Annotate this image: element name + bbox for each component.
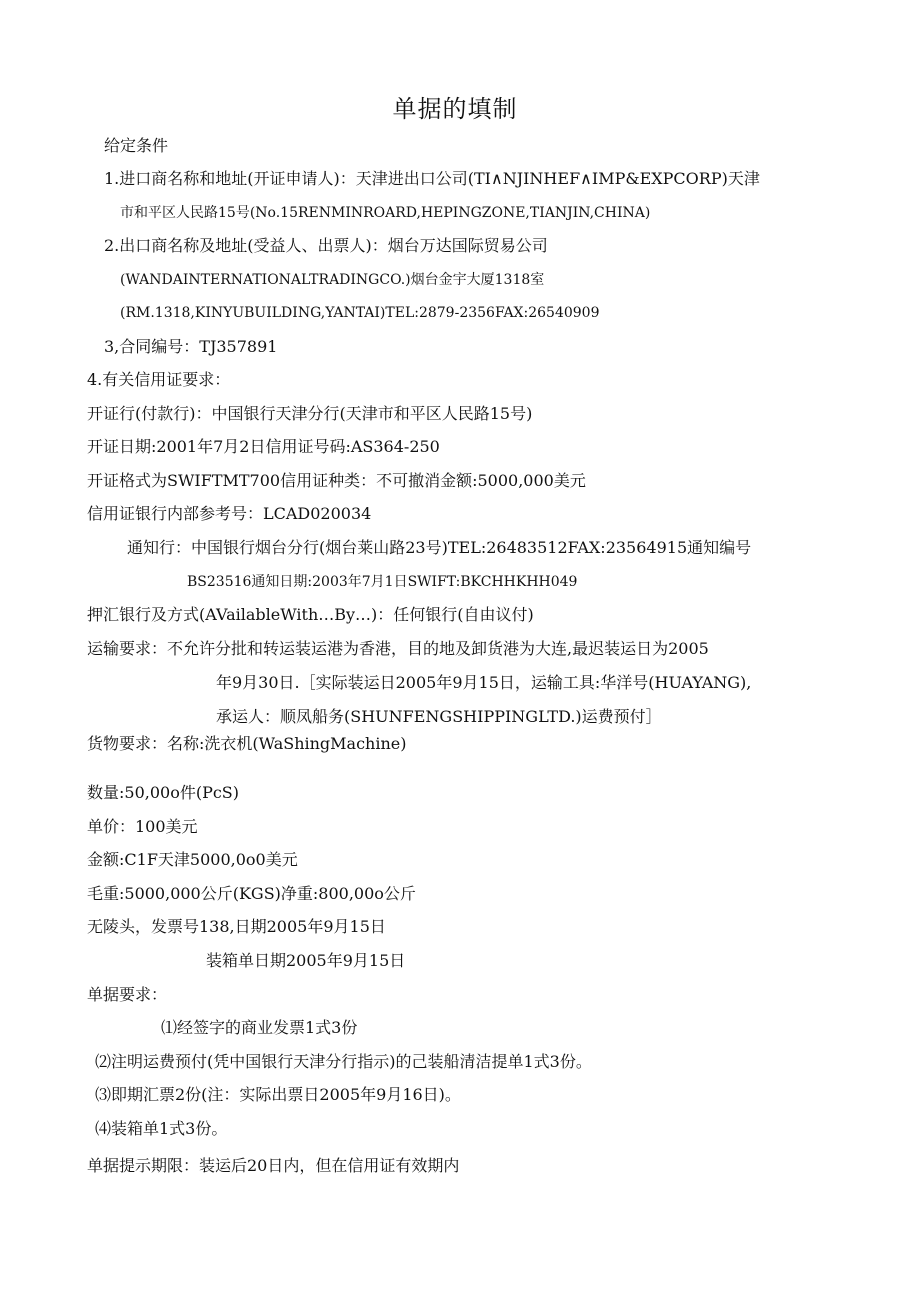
advising-bank-line-1: 通知行：中国银行烟台分行(烟台莱山路23号)TEL:26483512FAX:23564915通知编号 [127,538,752,557]
amount: 金额:C1F天津5000,0o0美元 [87,850,298,869]
presentation-period: 单据提示期限：装运后20日内，但在信用证有效期内 [87,1156,460,1175]
importer-line-2: 市和平区人民路15号(No.15RENMINROARD,HEPINGZONE,TIANJIN,CHINA) [120,205,651,221]
importer-line-1: 1.进口商名称和地址(开证申请人)：天津进出口公司(TI∧NJINHEF∧IMP&EXPCORP)天津 [104,169,760,188]
exporter-line-2: (WANDAINTERNATIONALTRADINGCO.)烟台金宇大厦1318室 [120,272,545,288]
document-requirement-1: ⑴经签字的商业发票1式3份 [161,1018,358,1037]
weight: 毛重:5000,000公斤(KGS)净重:800,00o公斤 [87,884,416,903]
contract-number: 3,合同编号：TJ357891 [104,337,278,356]
issuing-bank: 开证行(付款行)：中国银行天津分行(天津市和平区人民路15号) [87,404,533,423]
document-requirement-3: ⑶即期汇票2份(注：实际出票日2005年9月16日)。 [95,1085,461,1104]
issue-date: 开证日期:2001年7月2日信用证号码:AS364-250 [87,437,440,456]
document-requirement-2: ⑵注明运费预付(凭中国银行天津分行指示)的己装船清洁提单1式3份。 [95,1052,592,1071]
packing-list-date: 装箱单日期2005年9月15日 [206,951,406,970]
unit-price: 单价：100美元 [87,817,198,836]
shipment-line-2: 年9月30日.［实际装运日2005年9月15日，运输工具:华洋号(HUAYANG), [216,673,752,692]
lc-format: 开证格式为SWIFTMT700信用证种类：不可撤消金额:5000,000美元 [87,471,586,490]
section-lc-requirements: 4.有关信用证要求： [87,370,231,389]
invoice-info: 无陵头，发票号138,日期2005年9月15日 [87,917,386,936]
advising-bank-line-2: BS23516通知日期:2003年7月1日SWIFT:BKCHHKHH049 [187,574,578,590]
document-requirement-4: ⑷装箱单1式3份。 [95,1119,228,1138]
exporter-line-1: 2.出口商名称及地址(受益人、出票人)：烟台万达国际贸易公司 [104,236,548,255]
exporter-line-3: (RM.1318,KINYUBUILDING,YANTAI)TEL:2879-2356FAX:26540909 [120,305,600,321]
goods-quantity: 数量:50,00o件(PcS) [87,783,240,802]
section-given-conditions: 给定条件 [104,136,169,155]
shipment-line-1: 运输要求：不允许分批和转运装运港为香港，目的地及卸货港为大连,最迟装运日为2005 [87,639,709,658]
bank-reference: 信用证银行内部参考号：LCAD020034 [87,504,372,523]
document-title: 单据的填制 [392,95,518,123]
section-document-requirements: 单据要求： [87,985,168,1004]
negotiating-bank: 押汇银行及方式(AVailableWith…By…)：任何银行(自由议付) [87,605,534,624]
shipment-line-3: 承运人：顺凤船务(SHUNFENGSHIPPINGLTD.)运费预付］ [216,707,662,726]
goods-name: 货物要求：名称:洗衣机(WaShingMachine) [87,734,407,753]
